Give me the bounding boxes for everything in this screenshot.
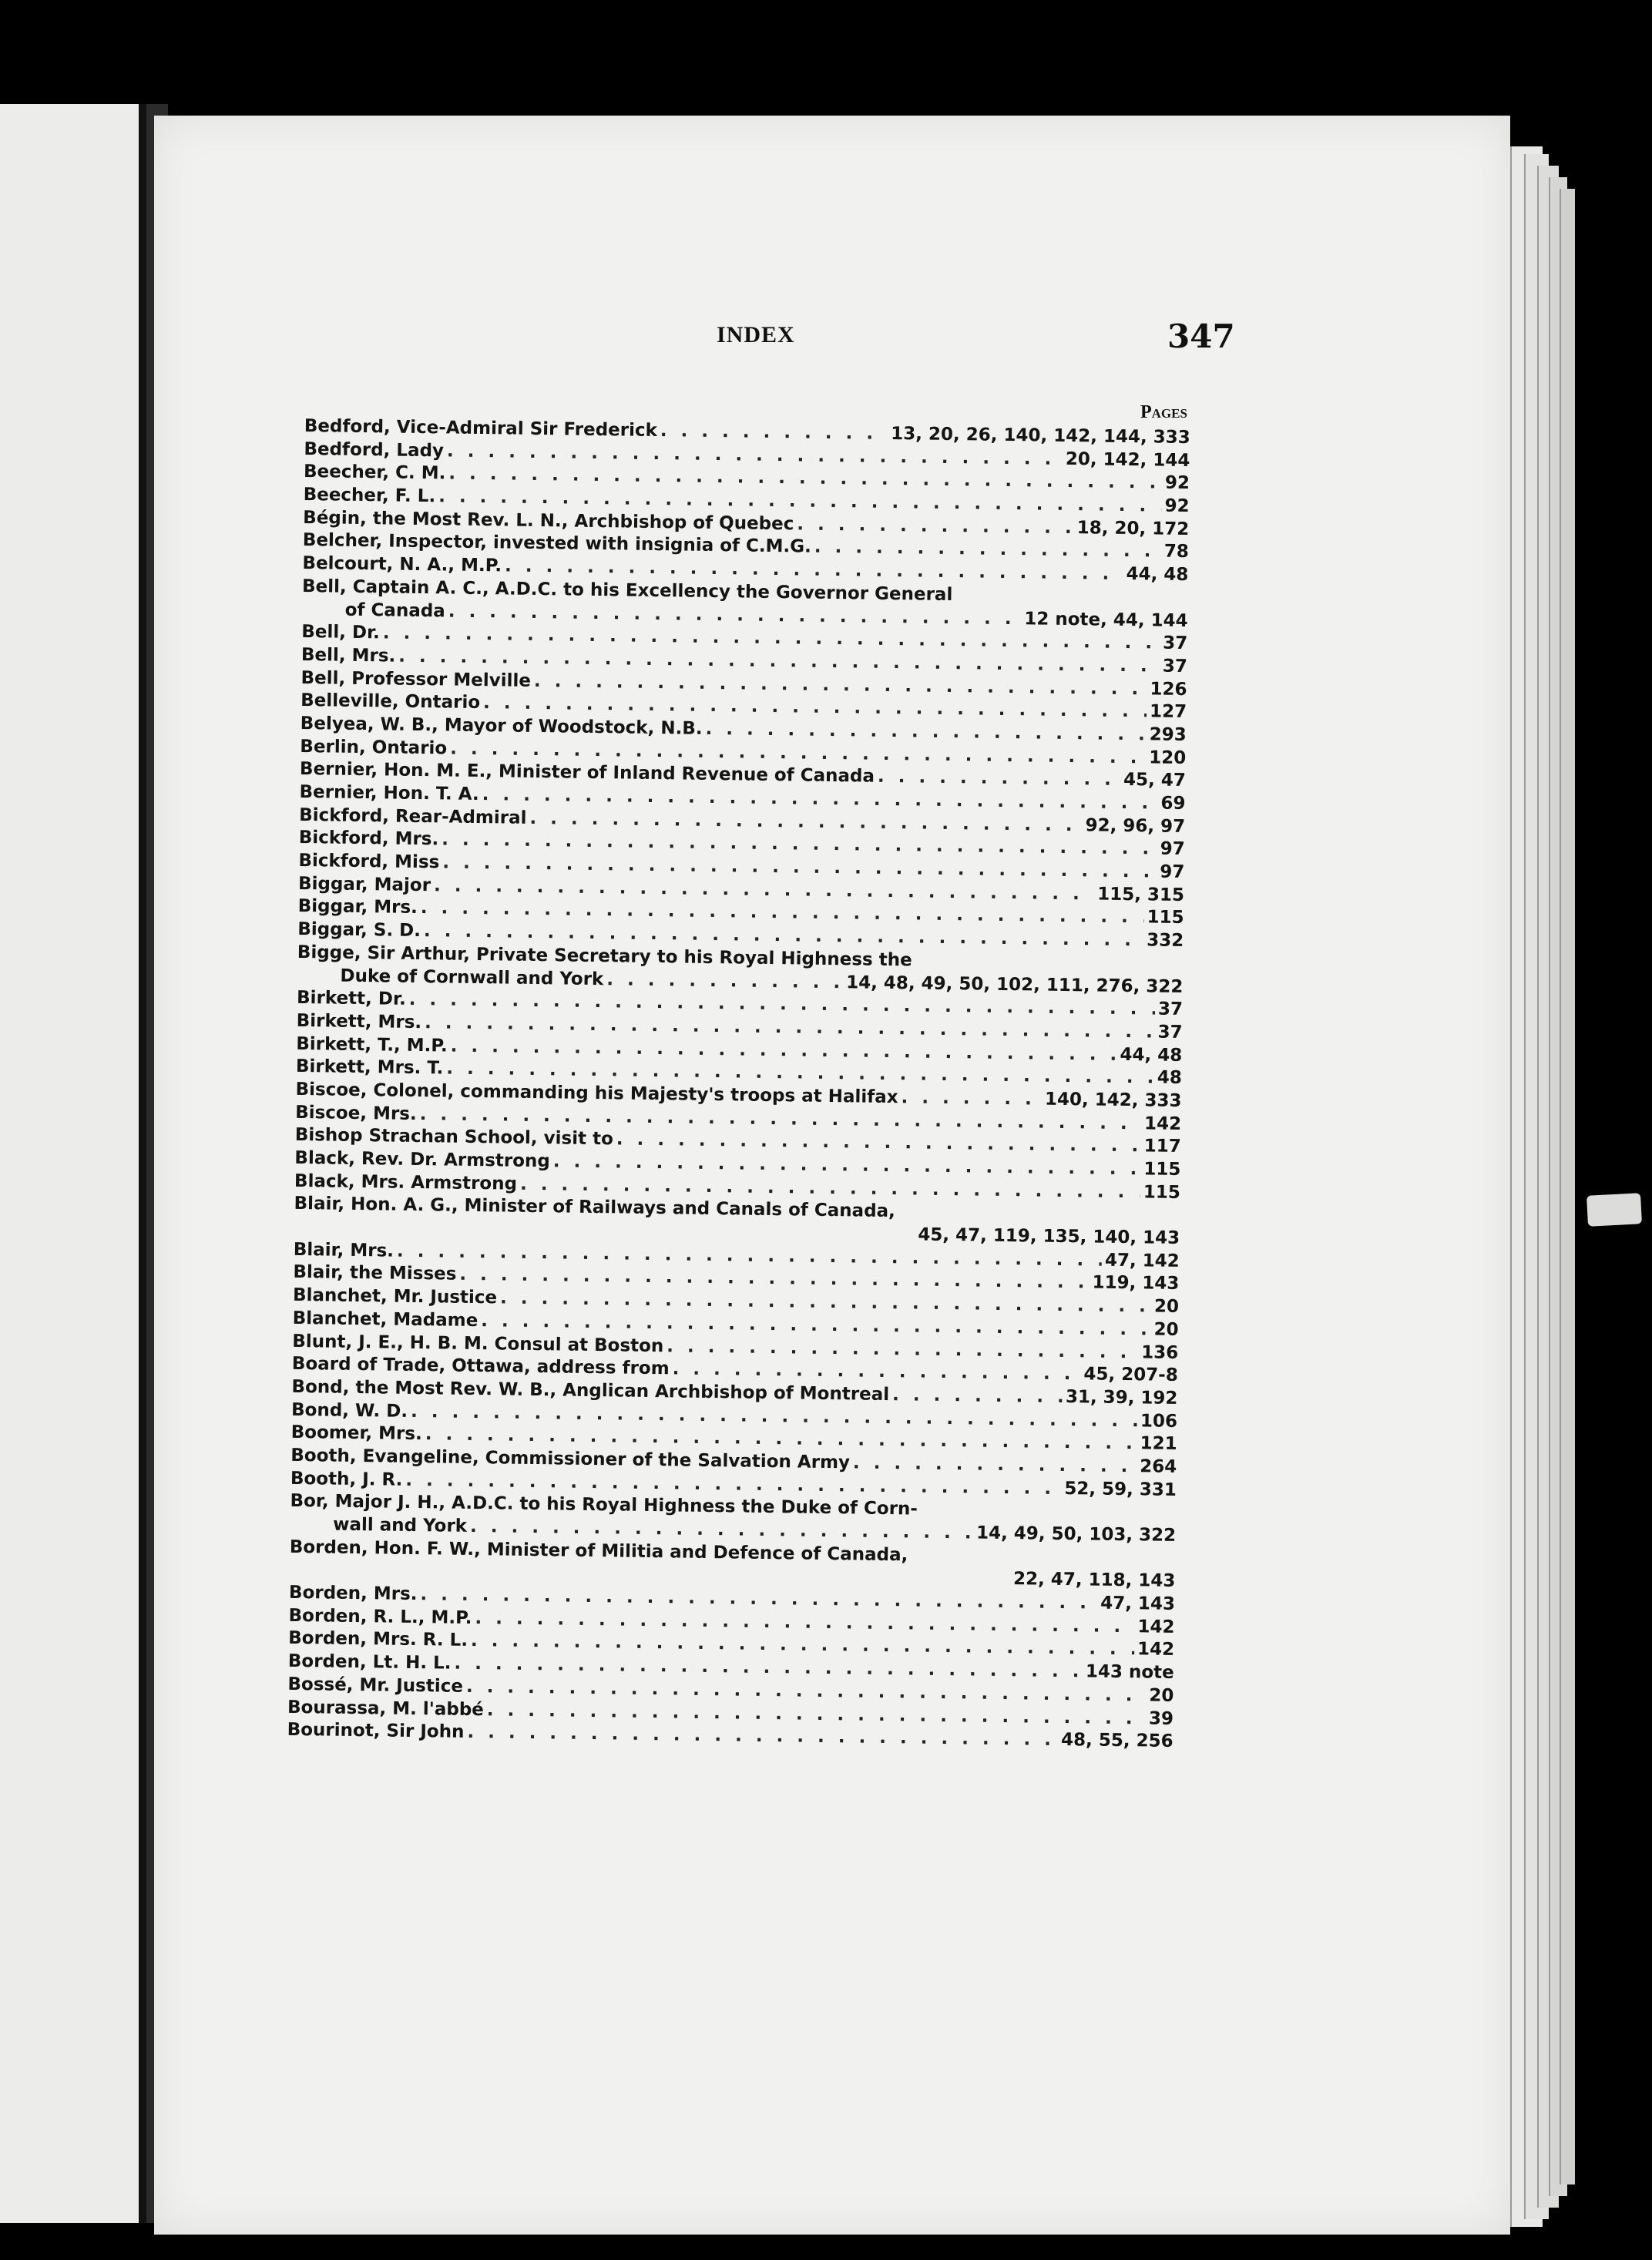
entry-pages: 117: [1143, 1136, 1181, 1157]
entry-name: Belyea, W. B., Mayor of Woodstock, N.B.: [300, 713, 703, 739]
entry-pages: 48: [1157, 1067, 1183, 1089]
entry-name: Belcher, Inspector, invested with insignia of C.M.G.: [302, 530, 812, 558]
entry-pages: 142: [1137, 1617, 1175, 1637]
page-stack-edge: [1560, 189, 1575, 2184]
index-entry-list: [287, 416, 1190, 1755]
entry-pages: 142: [1143, 1113, 1182, 1134]
entry-name: Borden, Lt. H. L.: [287, 1651, 452, 1674]
entry-name: wall and York: [333, 1514, 468, 1536]
entry-pages: 39: [1148, 1708, 1174, 1729]
entry-pages: 20, 142, 144: [1065, 448, 1190, 471]
entry-name: Bedford, Vice-Admiral Sir Frederick: [304, 416, 658, 441]
entry-pages: 45, 47: [1123, 770, 1187, 791]
entry-name: Beecher, C. M.: [303, 462, 446, 484]
entry-name: Biggar, Mrs.: [297, 896, 418, 918]
entry-name: Borden, Hon. F. W., Minister of Militia and Defence of Canada,: [289, 1536, 908, 1566]
entry-name: Black, Mrs. Armstrong: [294, 1170, 518, 1194]
entry-name: Bickford, Mrs.: [298, 828, 439, 850]
entry-name: Bernier, Hon. T. A.: [299, 781, 479, 805]
entry-name: Bourassa, M. l'abbé: [287, 1697, 485, 1720]
entry-pages: 140, 142, 333: [1044, 1089, 1182, 1111]
entry-pages: 31, 39, 192: [1065, 1386, 1178, 1409]
entry-name: Birkett, Mrs. T.: [295, 1056, 444, 1079]
running-head: INDEX: [717, 322, 795, 348]
entry-pages: 69: [1160, 793, 1186, 814]
entry-pages: 14, 48, 49, 50, 102, 111, 276, 322: [845, 972, 1184, 997]
entry-pages: 120: [1149, 747, 1187, 768]
entry-pages: 115, 315: [1097, 884, 1185, 905]
entry-name: Belleville, Ontario: [300, 690, 481, 714]
dot-leader: [814, 537, 1161, 562]
entry-pages: 142: [1137, 1639, 1175, 1661]
entry-name: Biscoe, Colonel, commanding his Majesty's troops at Halifax: [295, 1079, 898, 1108]
dot-leader: [901, 1087, 1042, 1109]
entry-name: Biggar, S. D.: [297, 919, 421, 942]
entry-pages: 12 note, 44, 144: [1024, 608, 1188, 631]
entry-name: Booth, Evangeline, Commissioner of the Salvation Army: [290, 1445, 851, 1473]
entry-pages: 14, 49, 50, 103, 322: [975, 1523, 1177, 1546]
entry-pages: 20: [1149, 1685, 1174, 1706]
entry-pages: 48, 55, 256: [1060, 1730, 1174, 1752]
entry-name: Blunt, J. E., H. B. M. Consul at Boston: [292, 1331, 664, 1356]
entry-pages: 126: [1150, 678, 1187, 700]
entry-pages: 97: [1160, 838, 1185, 860]
entry-name: Bond, the Most Rev. W. B., Anglican Archbishop of Montreal: [291, 1376, 890, 1405]
dot-leader: [915, 965, 1180, 969]
entry-name: Berlin, Ontario: [300, 736, 448, 759]
entry-pages: 37: [1163, 633, 1188, 654]
entry-name: Biggar, Major: [297, 873, 431, 895]
entry-name: Blair, Mrs.: [293, 1239, 395, 1261]
dot-leader: [955, 600, 1185, 603]
entry-pages: 332: [1147, 930, 1184, 952]
entry-name: Bégin, the Most Rev. L. N., Archbishop of Quebec: [303, 507, 794, 535]
pages-column-label: Pages: [1140, 402, 1187, 422]
dot-leader: [853, 1452, 1137, 1476]
entry-name: Borden, R. L., M.P.: [288, 1605, 472, 1628]
dot-leader: [672, 1359, 1080, 1385]
entry-name: Bell, Dr.: [301, 622, 381, 643]
dot-leader: [606, 969, 843, 992]
entry-name: Bor, Major J. H., A.D.C. to his Royal Highness the Duke of Corn-: [290, 1491, 918, 1520]
entry-name: Bossé, Mr. Justice: [287, 1674, 464, 1697]
entry-pages: 44, 48: [1120, 1044, 1183, 1066]
entry-name: Birkett, Mrs.: [296, 1010, 422, 1033]
entry-pages: 37: [1157, 999, 1184, 1020]
entry-pages: 22, 47, 118, 143: [1012, 1569, 1176, 1592]
entry-name: Blair, Hon. A. G., Minister of Railways and Canals of Canada,: [294, 1194, 896, 1222]
entry-pages: 78: [1163, 542, 1189, 562]
entry-pages: 20: [1153, 1319, 1179, 1340]
entry-name: Board of Trade, Ottawa, address from: [291, 1354, 670, 1379]
entry-pages: 127: [1149, 701, 1187, 723]
entry-pages: 92: [1164, 473, 1190, 494]
entry-name: Birkett, T., M.P.: [296, 1033, 448, 1056]
entry-pages: 264: [1140, 1456, 1177, 1477]
entry-pages: 37: [1157, 1022, 1183, 1043]
entry-pages: 37: [1162, 656, 1188, 677]
entry-pages: 136: [1141, 1342, 1179, 1363]
entry-pages: 45, 207-8: [1083, 1364, 1178, 1386]
entry-pages: 20: [1153, 1296, 1180, 1318]
dot-leader: [911, 1560, 1172, 1563]
entry-name: Bigge, Sir Arthur, Private Secretary to his Royal Highness the: [297, 942, 912, 971]
entry-name: Beecher, F. L.: [303, 485, 436, 507]
entry-name: Bourinot, Sir John: [287, 1720, 465, 1743]
entry-pages: 13, 20, 26, 140, 142, 144, 333: [891, 423, 1190, 448]
entry-pages: 47, 142: [1104, 1250, 1180, 1271]
entry-name: Bernier, Hon. M. E., Minister of Inland Revenue of Canada: [299, 759, 875, 787]
dot-leader: [797, 514, 1074, 538]
entry-name: Booth, J. R.: [290, 1468, 403, 1490]
entry-pages: 119, 143: [1092, 1272, 1180, 1295]
entry-pages: 293: [1149, 724, 1187, 745]
dot-leader: [892, 1385, 1063, 1407]
entry-pages: 97: [1160, 861, 1185, 883]
entry-name: Blanchet, Mr. Justice: [292, 1285, 498, 1308]
entry-name: Duke of Cornwall and York: [340, 965, 604, 989]
dot-leader: [878, 767, 1121, 790]
entry-pages: 106: [1140, 1410, 1178, 1432]
entry-name: Bell, Professor Melville: [301, 667, 532, 691]
entry-name: Bond, W. D.: [290, 1399, 408, 1422]
entry-pages: 115: [1143, 1182, 1181, 1203]
entry-name: Bickford, Miss: [298, 851, 440, 873]
entry-name: Bedford, Lady: [304, 438, 445, 462]
entry-name: Borden, Mrs.: [288, 1582, 418, 1605]
entry-name: Boomer, Mrs.: [290, 1422, 422, 1445]
entry-name: Bickford, Rear-Admiral: [299, 804, 527, 828]
entry-pages: 115: [1147, 907, 1184, 929]
entry-name: Bell, Mrs.: [301, 644, 396, 667]
entry-pages: 143 note: [1085, 1661, 1174, 1684]
entry-pages: 115: [1143, 1159, 1181, 1180]
dot-leader: [660, 421, 888, 444]
entry-name: of Canada: [344, 599, 445, 621]
entry-pages: 45, 47, 119, 135, 140, 143: [918, 1224, 1180, 1249]
entry-name: Blair, the Misses: [293, 1262, 457, 1285]
entry-name: Bishop Strachan School, visit to: [294, 1125, 614, 1150]
page-tab-fragment: [1587, 1193, 1642, 1227]
entry-pages: 18, 20, 172: [1076, 517, 1190, 539]
entry-name: Borden, Mrs. R. L.: [288, 1628, 468, 1651]
entry-pages: 121: [1140, 1433, 1177, 1455]
entry-name: Belcourt, N. A., M.P.: [302, 553, 502, 576]
entry-pages: 47, 143: [1100, 1593, 1176, 1614]
entry-pages: 92, 96, 97: [1085, 815, 1186, 837]
left-page-edge: [0, 104, 146, 2223]
entry-name: Bell, Captain A. C., A.D.C. to his Excellency the Governor General: [301, 576, 953, 605]
dot-leader: [898, 1217, 1177, 1221]
dot-leader: [921, 1515, 1174, 1518]
page-number: 347: [1167, 317, 1235, 355]
entry-pages: 92: [1164, 495, 1190, 517]
entry-name: Biscoe, Mrs.: [295, 1102, 417, 1124]
entry-name: Birkett, Dr.: [296, 988, 406, 1009]
entry-name: Black, Rev. Dr. Armstrong: [294, 1147, 551, 1172]
entry-pages: 44, 48: [1126, 564, 1189, 586]
entry-name: Blanchet, Madame: [292, 1308, 478, 1331]
entry-pages: 52, 59, 331: [1064, 1478, 1177, 1500]
